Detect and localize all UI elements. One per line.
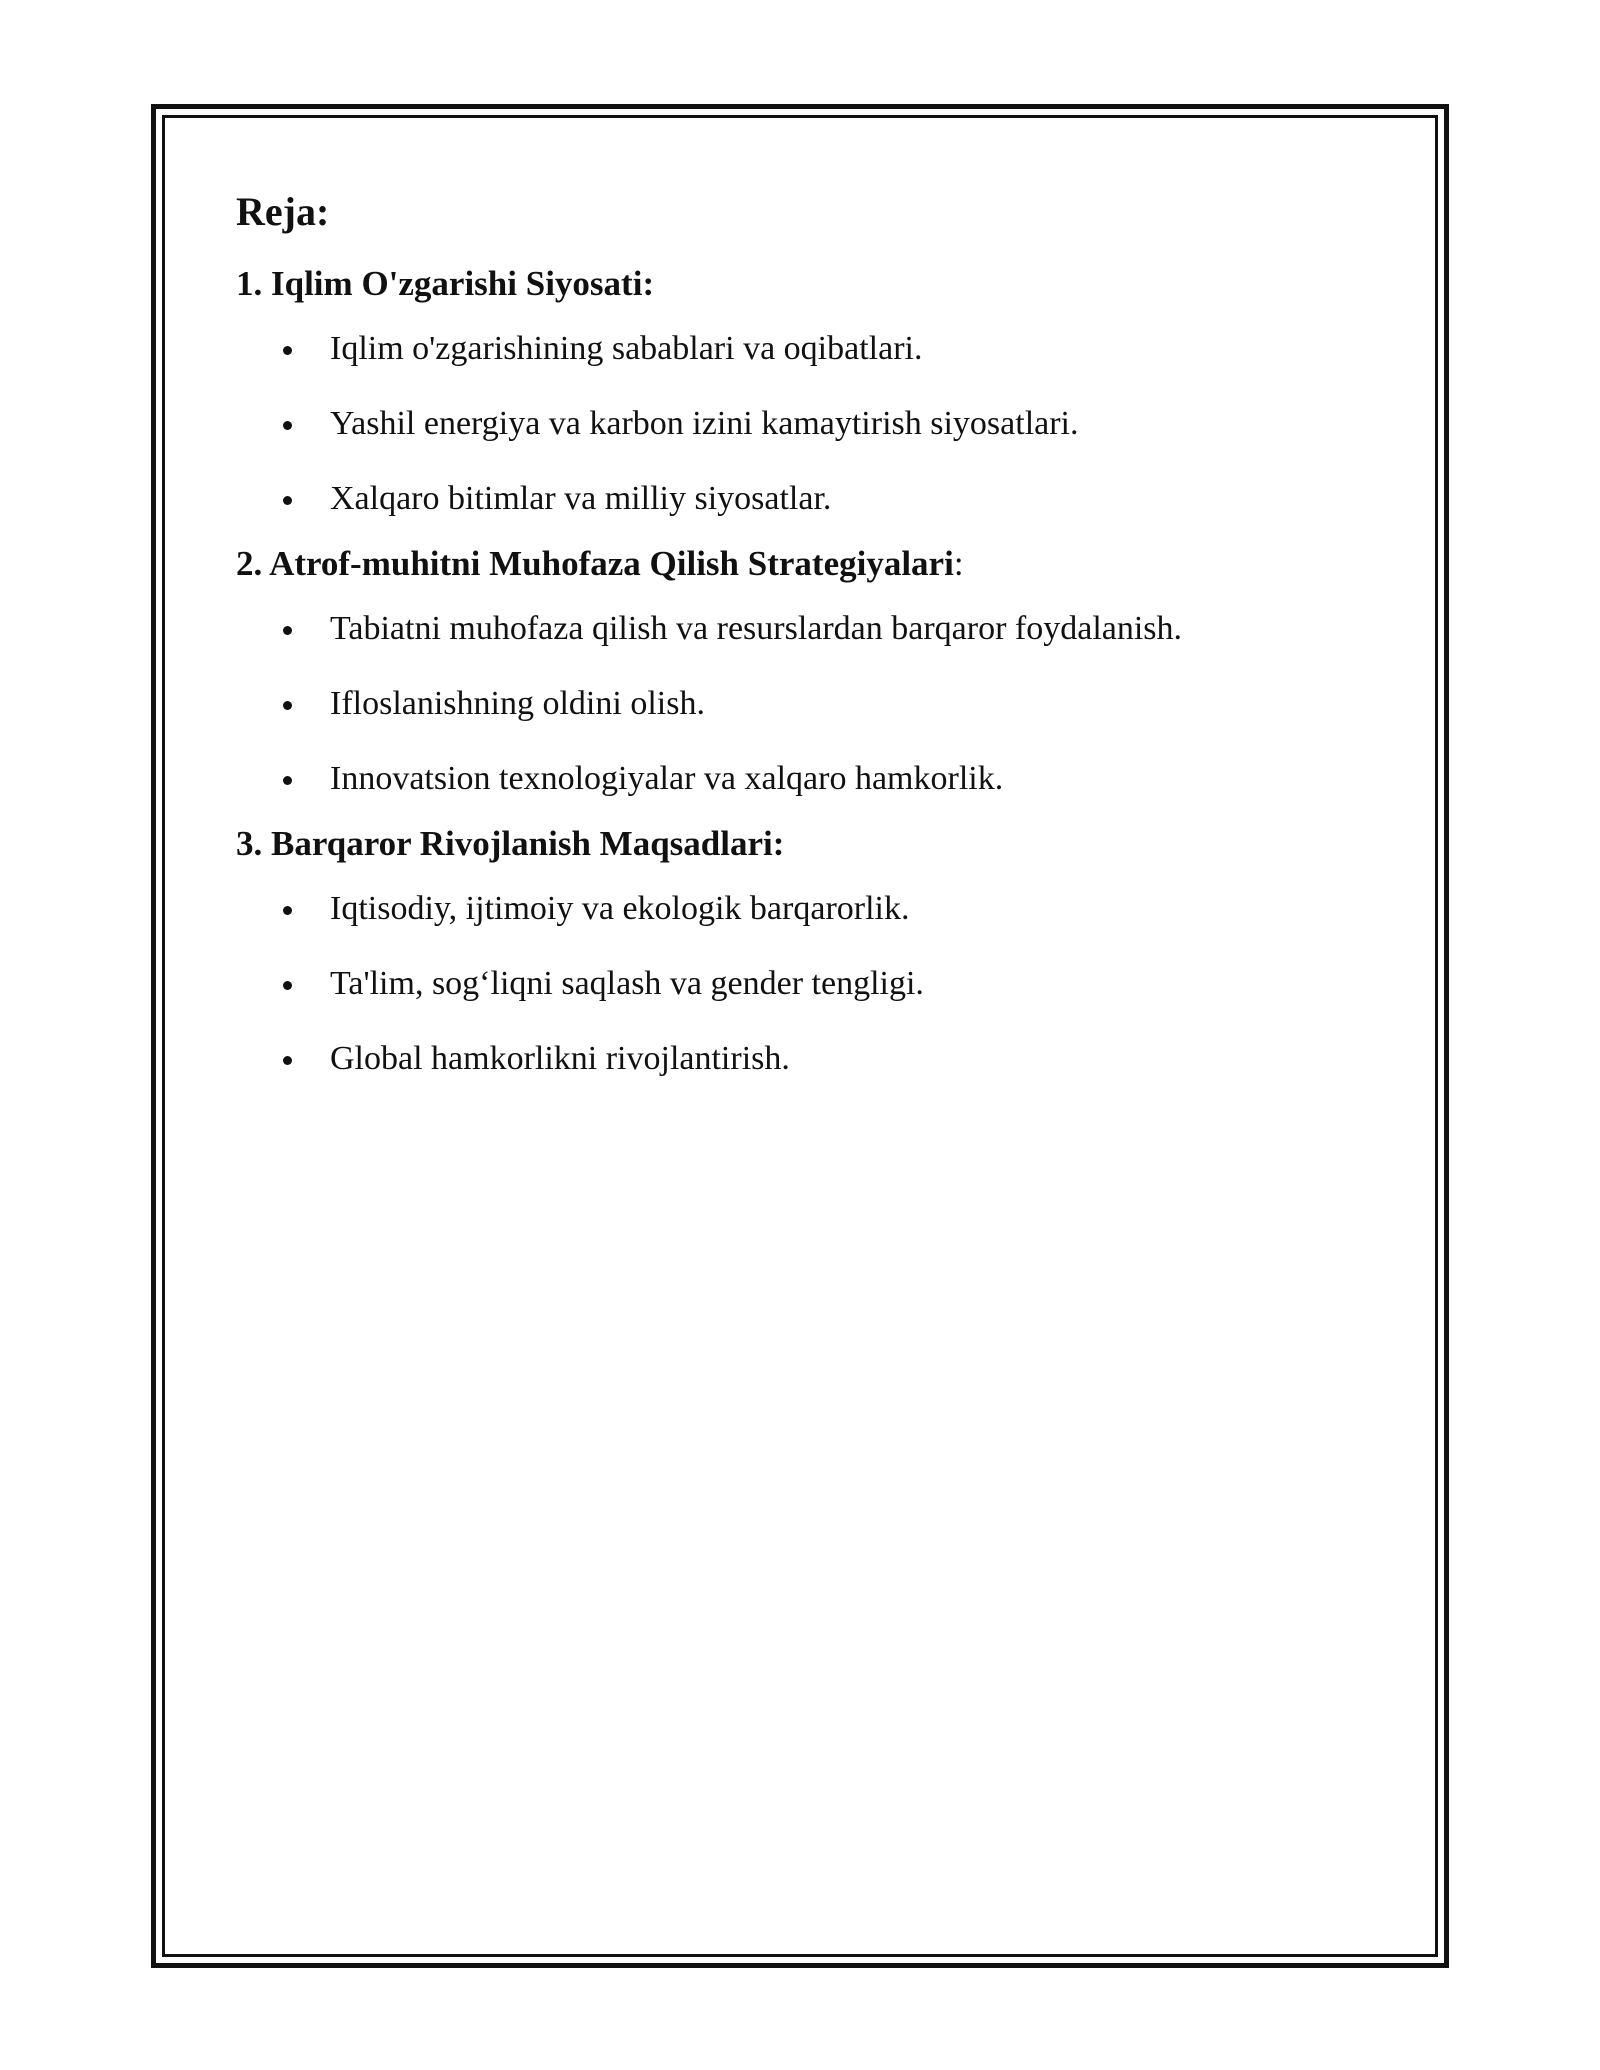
section-3 [236,812,1336,1082]
list-item [236,756,1336,802]
document-content [236,182,1336,1082]
list-item [236,681,1336,727]
list-item [236,606,1336,652]
bullet-icon [283,1056,292,1065]
list-item-text: Iqlim o'zgarishining sabablari va oqibatlari. [330,330,923,367]
section-1 [236,252,1336,522]
section-2 [236,532,1336,802]
list-item-text: Yashil energiya va karbon izini kamaytirish siyosatlari. [330,405,1079,442]
bullet-list [236,606,1336,802]
section-heading [236,532,1336,596]
document-title: Reja: [236,189,330,234]
section-heading-label: 2. Atrof-muhitni Muhofaza Qilish Strategiyalari [236,544,954,583]
list-item-text: Xalqaro bitimlar va milliy siyosatlar. [330,480,832,517]
section-heading [236,252,1336,316]
list-item [236,1036,1336,1082]
list-item [236,886,1336,932]
list-item-text: Ta'lim, sog‘liqni saqlash va gender tengligi. [330,965,924,1002]
list-item-text: Tabiatni muhofaza qilish va resurslardan barqaror foydalanish. [330,610,1183,647]
list-item [236,476,1336,522]
bullet-icon [283,701,292,710]
list-item [236,326,1336,372]
section-heading-colon: : [953,544,964,583]
list-item [236,961,1336,1007]
section-heading-label: 1. Iqlim O'zgarishi Siyosati [236,264,643,303]
bullet-icon [283,981,292,990]
bullet-list [236,886,1336,1082]
bullet-icon [283,626,292,635]
list-item-text: Iqtisodiy, ijtimoiy va ekologik barqarorlik. [330,890,910,927]
bullet-icon [283,776,292,785]
list-item-text: Global hamkorlikni rivojlantirish. [330,1040,790,1077]
list-item-text: Ifloslanishning oldini olish. [330,685,705,722]
bullet-list [236,326,1336,522]
section-heading-colon: : [772,824,785,863]
bullet-icon [283,421,292,430]
section-heading-label: 3. Barqaror Rivojlanish Maqsadlari [236,824,773,863]
list-item [236,401,1336,447]
bullet-icon [283,496,292,505]
list-item-text: Innovatsion texnologiyalar va xalqaro hamkorlik. [330,760,1004,797]
section-heading [236,812,1336,876]
bullet-icon [283,346,292,355]
bullet-icon [283,906,292,915]
section-heading-colon: : [642,264,655,303]
